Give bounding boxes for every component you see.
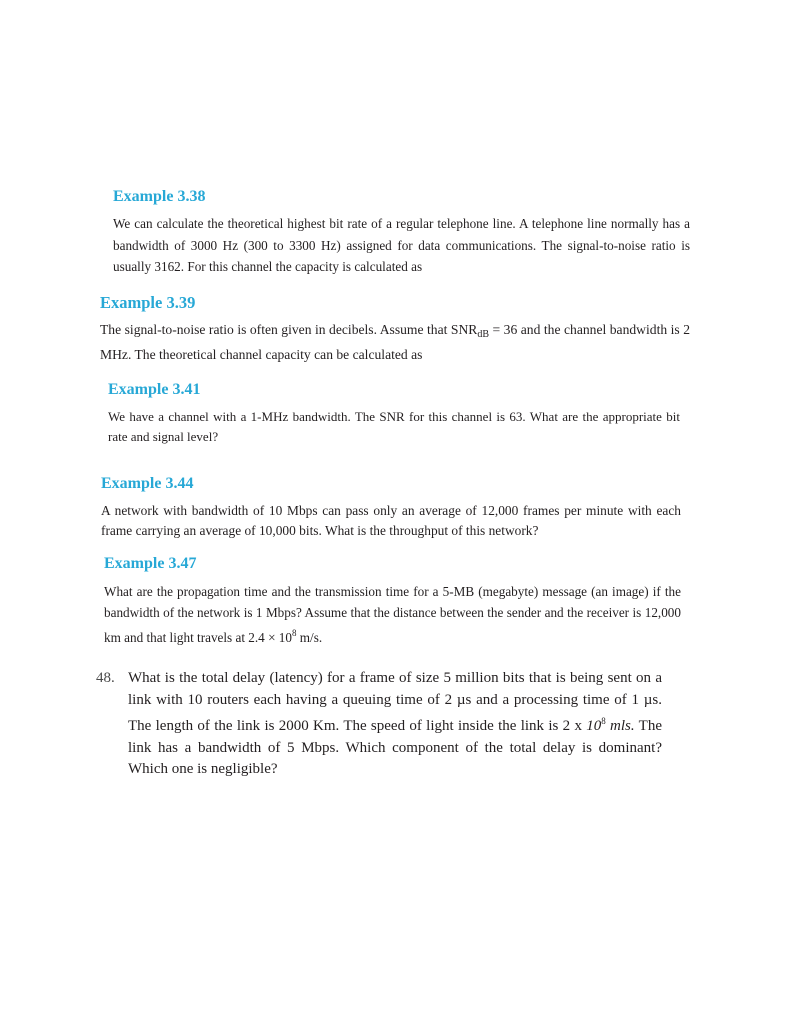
example-text-part: What are the propagation time and the transmission time for a 5-MB (megabyte) message (an image) if the bandwidth of the network is 1 Mbps? Assume that the distance between the sender and the receiver is 12,000 km and that light travels at 2.4 × 10 — [104, 584, 681, 645]
example-title: Example 3.44 — [101, 475, 194, 492]
question-text-part: The link has a bandwidth of 5 Mbps. Which component of the total delay is dominant? Which one is negligible? — [128, 718, 662, 777]
example-text — [104, 582, 681, 649]
italic-unit: mls. — [605, 718, 635, 734]
example-3-41 — [108, 380, 680, 447]
example-3-47 — [104, 554, 681, 649]
question-48 — [96, 668, 662, 781]
example-text: We have a channel with a 1-MHz bandwidth. The SNR for this channel is 63. What are the appropriate bit rate and signal level? — [108, 409, 680, 444]
exponent-superscript: 8 — [601, 716, 606, 726]
example-3-44 — [101, 474, 681, 541]
example-3-38 — [113, 187, 690, 278]
example-title: Example 3.39 — [100, 293, 196, 312]
question-number: 48. — [96, 670, 115, 686]
question-text-part: What is the total delay (latency) for a frame of size 5 million bits that is being sent on a link with 10 routers each having a queuing time of 2 µs and a processing time of 1 µs. The length of the link is 2000 Km. The speed of light inside the link is 2 x — [128, 670, 662, 734]
snr-db-subscript: dB — [477, 329, 490, 340]
example-text: We can calculate the theoretical highest bit rate of a regular telephone line. A telephone line normally has a bandwidth of 3000 Hz (300 to 3300 Hz) assigned for data communications. The signal-to-noise ratio is usually 3162. For this channel the capacity is calculated as — [113, 216, 690, 274]
example-3-39 — [100, 293, 690, 365]
italic-base: 10 — [586, 718, 602, 734]
example-text-part: m/s. — [296, 630, 323, 645]
example-title: Example 3.41 — [108, 381, 201, 398]
exponent-superscript: 8 — [292, 628, 297, 638]
example-text — [100, 320, 690, 365]
example-text-part: = 36 and the channel bandwidth is 2 MHz. The theoretical channel capacity can be calculated as — [100, 322, 690, 362]
question-text — [128, 668, 662, 781]
example-title: Example 3.38 — [113, 188, 206, 205]
example-text: A network with bandwidth of 10 Mbps can pass only an average of 12,000 frames per minute with each frame carrying an average of 10,000 bits. What is the throughput of this network? — [101, 503, 681, 538]
example-title: Example 3.47 — [104, 555, 197, 572]
example-text-part: The signal-to-noise ratio is often given in decibels. Assume that SNR — [100, 322, 478, 337]
